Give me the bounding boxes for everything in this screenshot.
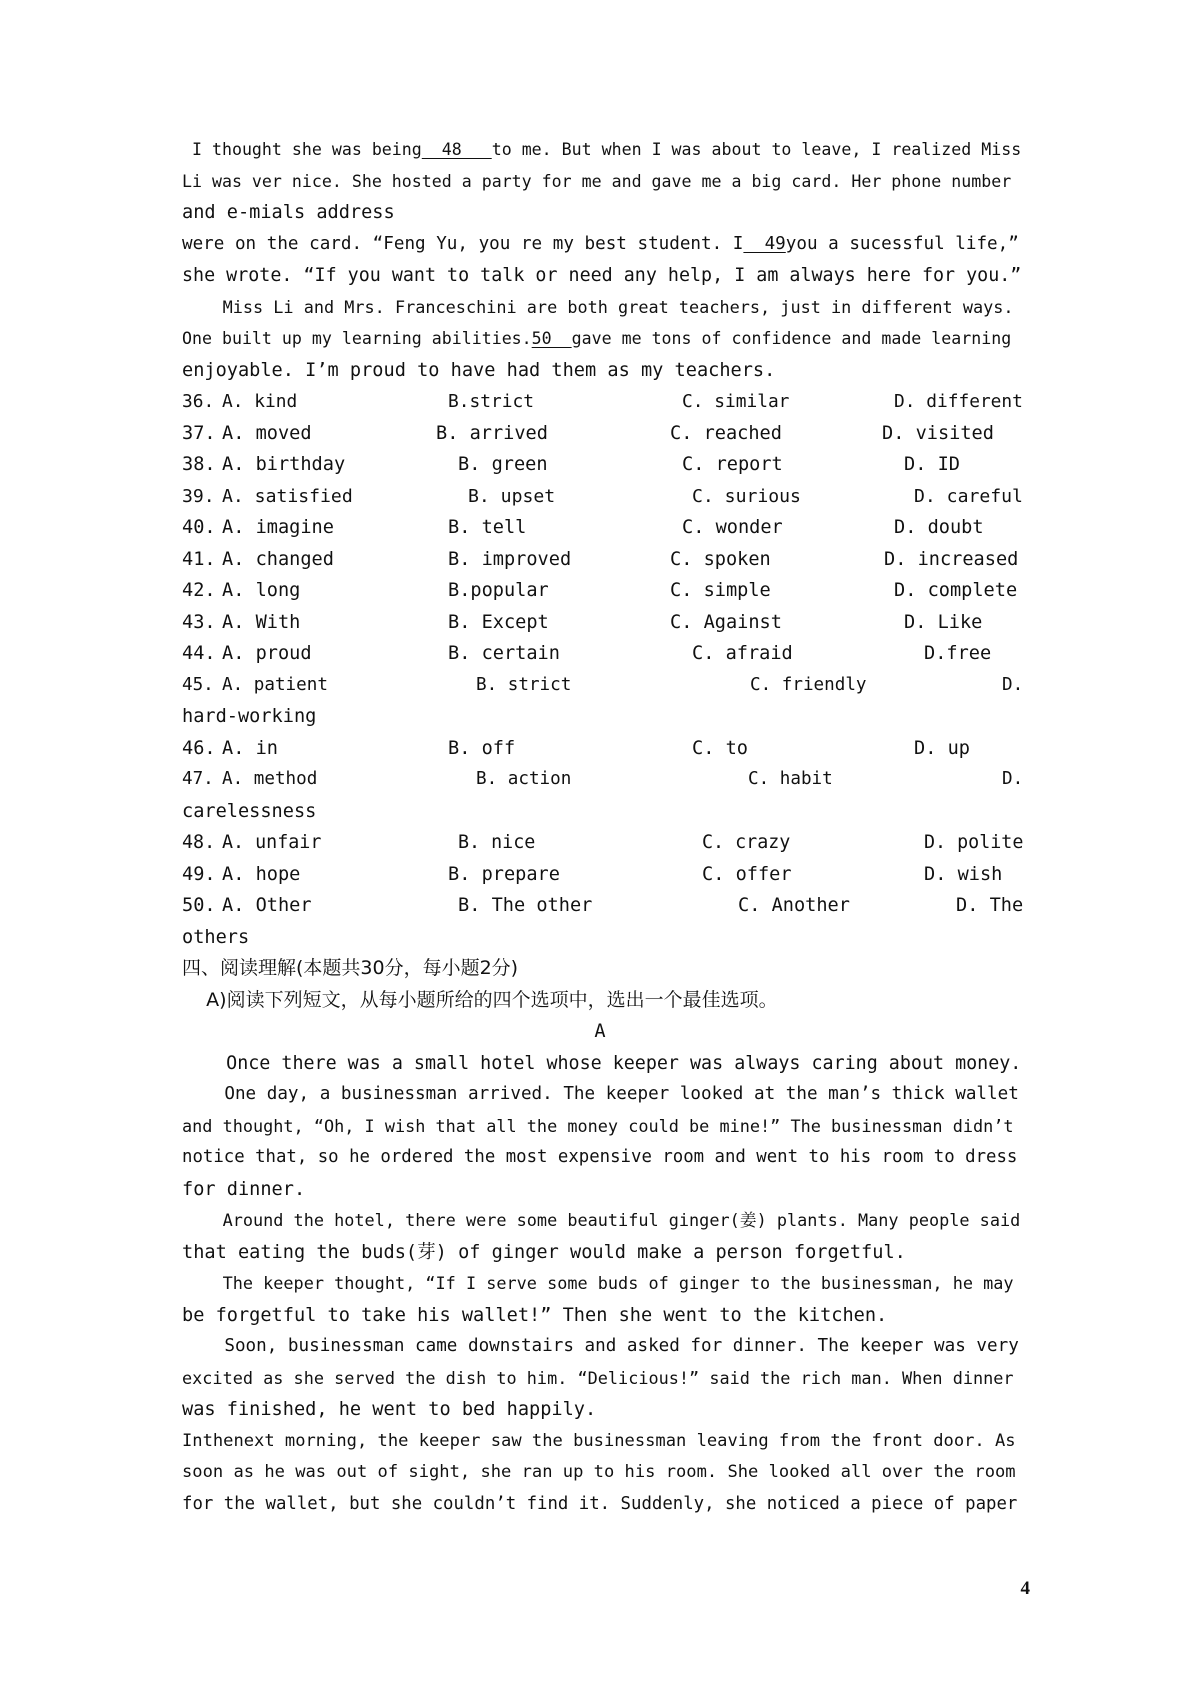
option-b: B. certain xyxy=(448,643,560,664)
story-line-6: Around the hotel, there were some beautiful ginger(姜) plants. Many people said xyxy=(182,1210,1021,1230)
option-d: D. xyxy=(1002,769,1024,789)
option-d: D. different xyxy=(894,391,1023,412)
story-line-13: Inthenext morning, the keeper saw the businessman leaving from the front door. As xyxy=(182,1430,1016,1451)
option-c: C. report xyxy=(682,454,783,475)
option-b: B. prepare xyxy=(448,863,560,885)
option-c: C. friendly xyxy=(750,674,867,695)
story-line-12: was finished, he went to bed happily. xyxy=(182,1399,597,1420)
option-d: D. polite xyxy=(924,832,1024,853)
question-number: 38. xyxy=(182,454,216,475)
story-line-8: The keeper thought, “If I serve some buds of ginger to the businessman, he may xyxy=(182,1273,1014,1293)
option-c: C. Another xyxy=(738,895,850,916)
option-d: D. xyxy=(1002,674,1024,695)
question-number: 40. xyxy=(182,517,216,538)
text-run: One built up my learning abilities. xyxy=(182,329,532,348)
option-b: B. tell xyxy=(448,517,527,538)
option-b: B. The other xyxy=(458,895,593,916)
option-d: D. complete xyxy=(894,580,1018,601)
passage-line-6: Miss Li and Mrs. Franceschini are both great teachers, just in different ways. xyxy=(182,296,1014,317)
question-number: 41. xyxy=(182,548,216,570)
page-number: 4 xyxy=(1020,1578,1030,1599)
text-run: you a sucessful life,” xyxy=(785,233,1019,254)
option-a: A. imagine xyxy=(222,517,334,538)
option-d: D. doubt xyxy=(894,517,984,538)
option-a: A. changed xyxy=(222,548,334,570)
option-a: A. proud xyxy=(222,643,312,664)
passage-line-4 xyxy=(182,229,1022,261)
passage-line-8: enjoyable. I’m proud to have had them as my teachers. xyxy=(182,359,776,381)
option-c: C. spoken xyxy=(670,548,771,570)
option-b: B. Except xyxy=(448,611,549,633)
story-line-14: soon as he was out of sight, she ran up to his room. She looked all over the room xyxy=(182,1462,1016,1482)
option-a: A. hope xyxy=(222,863,301,885)
question-number: 48. xyxy=(182,832,216,853)
story-line-2: One day, a businessman arrived. The keeper looked at the man’s thick wallet xyxy=(182,1084,1019,1104)
option-d: D. increased xyxy=(884,548,1019,570)
option-b: B. arrived xyxy=(436,422,548,444)
option-c: C. wonder xyxy=(682,517,783,538)
option-c: C. afraid xyxy=(692,643,793,664)
option-b: B.popular xyxy=(448,580,549,601)
option-c: C. simple xyxy=(670,580,771,601)
blank-50: 50 xyxy=(531,329,572,348)
story-line-10: Soon, businessman came downstairs and asked for dinner. The keeper was very xyxy=(182,1336,1019,1356)
option-a: A. moved xyxy=(222,422,312,444)
option-d: D. The xyxy=(956,895,1024,916)
option-a: A. kind xyxy=(222,391,298,412)
text-run: were on the card. “Feng Yu, you re my best student. I xyxy=(182,233,744,254)
question-number: 37. xyxy=(182,422,216,444)
option-a: A. unfair xyxy=(222,832,322,853)
option-d: D. wish xyxy=(924,863,1003,885)
blank-48: 48 xyxy=(421,140,492,159)
question-number: 44. xyxy=(182,643,216,664)
passage-line-5: she wrote. “If you want to talk or need any help, I am always here for you.” xyxy=(182,265,1022,286)
question-number: 42. xyxy=(182,580,216,601)
option-d: D. careful xyxy=(914,485,1023,507)
option-a: A. in xyxy=(222,737,278,759)
option-c: C. to xyxy=(692,737,748,759)
section-instruction: A)阅读下列短文，从每小题所给的四个选项中，选出一个最佳选项。 xyxy=(182,988,778,1011)
option-a: A. long xyxy=(222,580,301,601)
story-line-1: Once there was a small hotel whose keeper was always caring about money. xyxy=(182,1052,1022,1074)
story-line-9: be forgetful to take his wallet!” Then she went to the kitchen. xyxy=(182,1304,888,1326)
passage-label: A xyxy=(594,1021,606,1042)
option-a: A. Other xyxy=(222,895,312,916)
story-line-3: and thought, “Oh, I wish that all the money could be mine!” The businessman didn’t xyxy=(182,1115,1014,1136)
option-b: B. off xyxy=(448,737,516,759)
question-number: 46. xyxy=(182,737,216,759)
story-line-4: notice that, so he ordered the most expensive room and went to his room to dress xyxy=(182,1147,1018,1167)
option-b: B. green xyxy=(458,454,548,475)
option-c: C. similar xyxy=(682,391,790,412)
question-45-wrap: hard-working xyxy=(182,706,317,727)
option-d: D. Like xyxy=(904,611,983,633)
text-run: gave me tons of confidence and made learning xyxy=(571,329,1012,348)
passage-line-2: Li was ver nice. She hosted a party for me and gave me a big card. Her phone number xyxy=(182,171,1012,191)
story-line-5: for dinner. xyxy=(182,1178,306,1200)
option-c: C. Against xyxy=(670,611,782,633)
option-c: C. surious xyxy=(692,485,801,507)
blank-49: 49 xyxy=(743,233,786,254)
option-c: C. reached xyxy=(670,422,782,444)
story-line-7: that eating the buds(芽) of ginger would make a person forgetful. xyxy=(182,1241,906,1263)
option-d: D. up xyxy=(914,737,970,759)
option-c: C. offer xyxy=(702,863,792,885)
question-number: 39. xyxy=(182,485,215,507)
passage-line-1 xyxy=(182,134,1022,166)
section-heading: 四、阅读理解(本题共30分，每小题2分) xyxy=(182,957,519,979)
question-47-wrap: carelessness xyxy=(182,800,317,822)
passage-line-3: and e-mials address xyxy=(182,202,395,223)
question-number: 43. xyxy=(182,611,216,633)
story-line-11: excited as she served the dish to him. “Delicious!” said the rich man. When dinner xyxy=(182,1367,1014,1388)
passage-line-7 xyxy=(182,323,1022,355)
option-c: C. habit xyxy=(748,769,833,789)
option-d: D. visited xyxy=(882,422,994,444)
option-d: D. ID xyxy=(904,454,960,475)
text-run: I thought she was being xyxy=(182,140,422,159)
text-run: to me. But when I was about to leave, I realized Miss xyxy=(491,140,1022,159)
option-b: B. improved xyxy=(448,548,572,570)
option-d: D.free xyxy=(924,643,992,664)
option-a: A. birthday xyxy=(222,454,346,475)
option-b: B. action xyxy=(476,769,572,789)
option-b: B. nice xyxy=(458,832,536,853)
option-b: B.strict xyxy=(448,391,534,412)
question-number: 49. xyxy=(182,863,216,885)
option-a: A. patient xyxy=(222,674,328,695)
option-c: C. crazy xyxy=(702,832,791,853)
question-number: 36. xyxy=(182,391,215,412)
question-number: 47. xyxy=(182,769,214,789)
option-a: A. method xyxy=(222,769,318,789)
option-a: A. With xyxy=(222,611,301,633)
option-b: B. strict xyxy=(476,674,572,695)
question-number: 45. xyxy=(182,674,214,695)
question-number: 50. xyxy=(182,895,216,916)
story-line-15: for the wallet, but she couldn’t find it. Suddenly, she noticed a piece of paper xyxy=(182,1493,1018,1514)
option-b: B. upset xyxy=(468,485,556,507)
option-a: A. satisfied xyxy=(222,485,353,507)
question-50-wrap: others xyxy=(182,926,250,948)
